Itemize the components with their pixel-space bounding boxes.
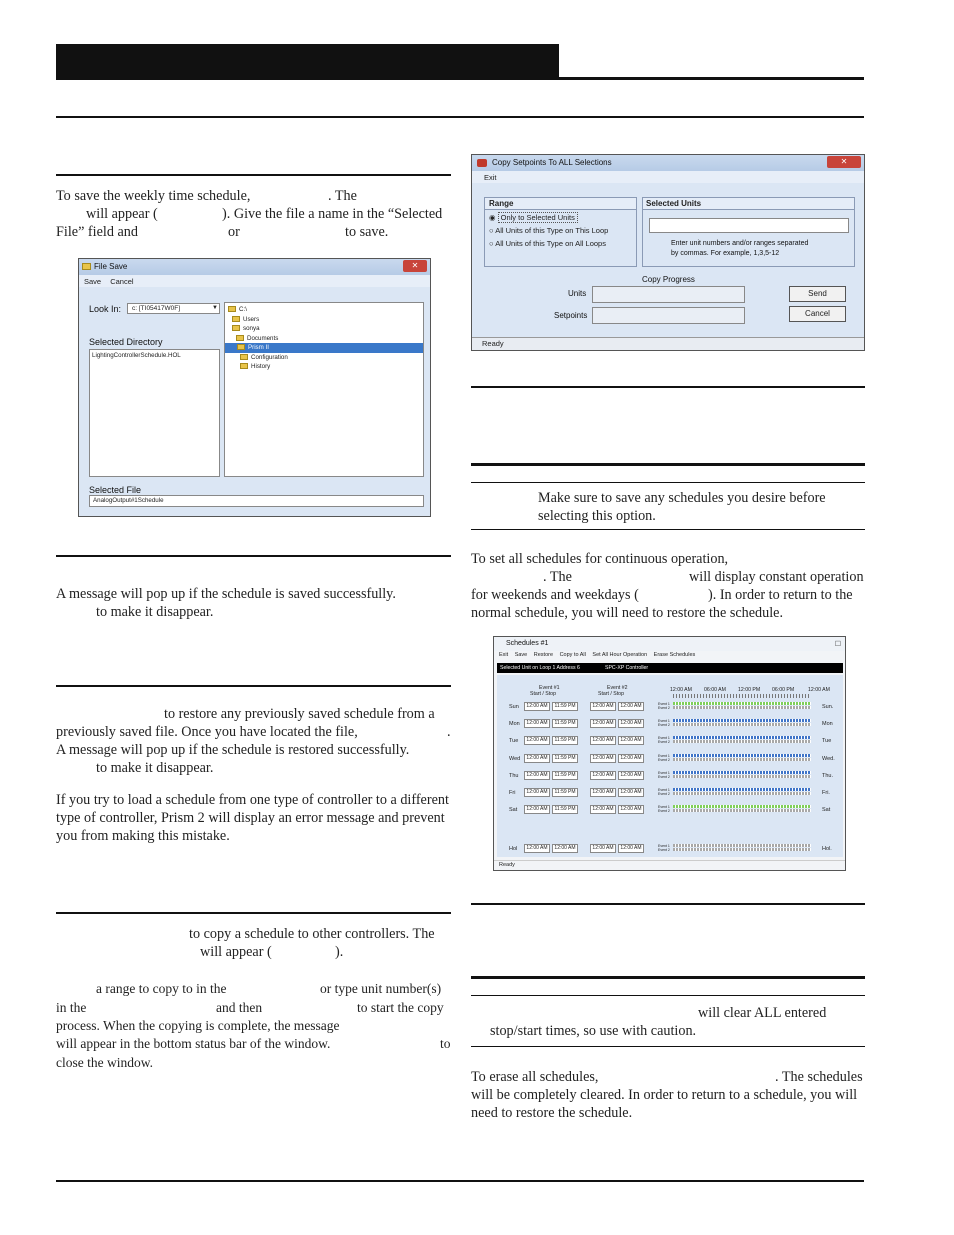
event1-start[interactable]: 12:00 AM <box>524 805 550 814</box>
text: If you try to load a schedule from one type of controller to a different <box>56 792 449 808</box>
day-row <box>497 844 843 856</box>
chevron-down-icon: ▼ <box>212 305 218 311</box>
event2-bar <box>673 792 811 795</box>
event1-start[interactable]: 12:00 AM <box>524 736 550 745</box>
event1-start[interactable]: 12:00 AM <box>524 844 550 853</box>
selected-file-input[interactable] <box>89 495 424 507</box>
range-label: Range <box>489 199 514 208</box>
status-text: Ready <box>482 339 504 348</box>
time-label: 12:00 AM <box>670 687 692 693</box>
schedules-window <box>493 636 846 871</box>
day-right-label: Tue <box>822 738 832 745</box>
footer-rule <box>56 1180 864 1182</box>
section-rule <box>56 685 451 687</box>
day-row <box>497 805 843 817</box>
start-stop-label: Start / Stop <box>530 691 556 697</box>
header-bar <box>56 44 559 80</box>
hint-text: by commas. For example, 1,3,5-12 <box>671 250 780 257</box>
save-paragraph <box>56 187 451 241</box>
event1-label: Event #1 <box>539 685 560 691</box>
tree-item[interactable] <box>228 324 420 334</box>
cancel-label: Cancel <box>805 309 830 318</box>
menu-item[interactable]: Save <box>514 652 528 658</box>
warn-rule <box>471 1046 865 1047</box>
event1-stop[interactable]: 11:59 PM <box>552 788 578 797</box>
erase-paragraph <box>471 1068 866 1122</box>
text: ). <box>335 944 344 961</box>
text: To set all schedules for continuous operation, <box>471 551 729 567</box>
event2-stop[interactable]: 12:00 AM <box>618 736 644 745</box>
schedule-bars <box>673 805 811 813</box>
day-row <box>497 736 843 748</box>
tree-label: History <box>251 363 271 370</box>
time-label: 06:00 AM <box>704 687 726 693</box>
text: a range to copy to in the <box>96 981 227 996</box>
text: . The schedules <box>775 1069 863 1085</box>
close-icon[interactable]: ☐ <box>834 641 841 648</box>
folder-icon <box>240 354 248 360</box>
close-button[interactable]: ✕ <box>827 156 861 168</box>
event2-bar <box>673 723 811 726</box>
text: To save the weekly time schedule, <box>56 188 251 204</box>
menu-exit[interactable]: Exit <box>484 173 497 182</box>
range-option[interactable] <box>485 222 636 235</box>
event-label: Event 1 <box>658 805 670 810</box>
window-title: Schedules #1 <box>506 640 549 647</box>
day-right-label: Wed. <box>822 755 835 762</box>
controller-name: SPC-XP Controller <box>605 665 649 671</box>
menu-item[interactable]: Exit <box>499 652 509 658</box>
status-bar <box>472 337 864 350</box>
folder-tree[interactable] <box>224 302 424 477</box>
text: need to restore the schedule. <box>471 1105 633 1122</box>
section-rule <box>56 912 451 914</box>
day-label: Sun <box>509 704 519 710</box>
event1-stop[interactable]: 11:59 PM <box>552 771 578 780</box>
unit-bar-text: Selected Unit on Loop 1 Address 6 <box>500 665 580 671</box>
text: or <box>228 224 240 240</box>
day-label: Mon <box>509 721 520 728</box>
event1-bar <box>673 719 811 722</box>
menu-item[interactable]: Restore <box>533 652 554 658</box>
event2-bar <box>673 848 811 851</box>
selected-file-label: Selected File <box>89 485 142 495</box>
text: to <box>440 1036 451 1052</box>
text: to save. <box>345 224 389 240</box>
text: Make sure to save any schedules you desire before <box>538 490 826 506</box>
text: . The <box>328 188 357 204</box>
continuous-paragraph <box>471 550 866 622</box>
time-ruler <box>673 694 811 698</box>
tree-label: Documents <box>247 334 279 342</box>
option-label: All Units of this Type on All Loops <box>495 239 606 248</box>
range-header <box>485 198 636 210</box>
tree-item-selected[interactable] <box>225 343 423 353</box>
range-option[interactable] <box>485 235 636 248</box>
event-label: Event 2 <box>658 809 670 814</box>
units-progress <box>592 286 745 303</box>
event2-stop[interactable]: 12:00 AM <box>618 844 644 853</box>
option-label: All Units of this Type on This Loop <box>495 226 609 235</box>
drive-select[interactable] <box>127 303 220 314</box>
event1-bar <box>673 788 811 791</box>
copy-progress-label: Copy Progress <box>642 275 695 284</box>
tree-label: C:\ <box>239 306 247 313</box>
event1-stop[interactable]: 12:00 AM <box>552 844 578 853</box>
event-label: Event 2 <box>658 774 670 779</box>
day-label: Sat <box>509 807 518 814</box>
event2-bar <box>673 706 811 709</box>
event2-start[interactable]: 12:00 AM <box>590 754 616 763</box>
folder-icon <box>228 306 236 312</box>
text: to make it disappear. <box>96 760 214 777</box>
event2-start[interactable]: 12:00 AM <box>590 736 616 745</box>
selected-units-group <box>642 197 855 267</box>
selected-units-input[interactable] <box>649 218 849 233</box>
tree-item[interactable] <box>228 305 420 315</box>
selected-units-label: Selected Units <box>646 199 702 208</box>
event2-bar <box>673 809 811 812</box>
event-label: Event 1 <box>658 736 670 741</box>
text: ). Give the file a name in the “Selected <box>222 206 443 222</box>
schedule-bars <box>673 754 811 762</box>
title-bar <box>494 637 845 651</box>
day-label: Wed <box>509 755 521 762</box>
text: will appear ( <box>200 944 272 961</box>
event2-start[interactable]: 12:00 AM <box>590 771 616 780</box>
text: File” field and <box>56 224 138 240</box>
day-right-label: Sun. <box>822 704 834 710</box>
day-row <box>497 788 843 800</box>
event-label: Event 1 <box>658 770 670 775</box>
note-box <box>538 489 850 525</box>
menu-item[interactable]: Set All Hour Operation <box>592 652 648 658</box>
event2-start[interactable]: 12:00 AM <box>590 788 616 797</box>
text: to make it disappear. <box>96 604 214 621</box>
text: to restore any previously saved schedule from a <box>164 706 435 722</box>
header-subrule <box>56 116 864 118</box>
event-label: Event 2 <box>658 706 670 710</box>
event1-stop[interactable]: 11:59 PM <box>552 702 578 711</box>
setpoints-progress <box>592 307 745 324</box>
event1-bar <box>673 754 811 757</box>
text: close the window. <box>56 1054 153 1070</box>
copy-setpoints-window <box>471 154 865 351</box>
file-save-window <box>78 258 431 517</box>
folder-icon <box>232 325 240 331</box>
event1-start[interactable]: 12:00 AM <box>524 702 550 711</box>
text: will display constant operation <box>689 569 864 586</box>
option-label: Only to Selected Units <box>498 212 578 223</box>
tree-item[interactable] <box>228 315 420 325</box>
save-success-paragraph <box>56 585 451 621</box>
start-stop-label: Start / Stop <box>598 691 624 697</box>
text: ). In order to return to the <box>708 587 853 604</box>
tree-label: Users <box>243 315 260 323</box>
text: normal schedule, you will need to restore the schedule. <box>471 605 784 622</box>
look-in-label: Look In: <box>89 304 122 314</box>
cancel-button[interactable] <box>789 306 846 322</box>
event-label: Event 2 <box>658 723 670 728</box>
event1-start[interactable]: 12:00 AM <box>524 754 550 763</box>
event1-bar <box>673 702 811 705</box>
folder-icon <box>237 344 245 350</box>
event1-start[interactable]: 12:00 AM <box>524 771 550 780</box>
day-right-label: Thu. <box>822 772 834 779</box>
selected-directory-label: Selected Directory <box>89 337 163 347</box>
event-label: Event 2 <box>658 757 670 762</box>
menu-bar <box>79 275 430 287</box>
text: in the <box>56 999 87 1015</box>
text: A message will pop up if the schedule is saved successfully. <box>56 586 396 602</box>
text: to start the copy <box>357 999 444 1015</box>
tree-label: sonya <box>243 325 260 332</box>
folder-icon <box>82 263 91 270</box>
time-label: 12:00 AM <box>808 687 830 693</box>
warn-rule <box>471 995 865 996</box>
event1-stop[interactable]: 11:59 PM <box>552 719 578 728</box>
range-option[interactable] <box>485 210 636 222</box>
event1-start[interactable]: 12:00 AM <box>524 719 550 728</box>
selected-file-value: AnalogOutput#1Schedule <box>93 497 164 504</box>
schedule-bars <box>673 844 811 852</box>
text: selecting this option. <box>538 508 656 525</box>
app-icon <box>477 159 487 167</box>
event2-stop[interactable]: 12:00 AM <box>618 771 644 780</box>
schedule-bars <box>673 702 811 710</box>
tree-item[interactable] <box>228 334 420 344</box>
day-row <box>497 702 843 714</box>
folder-icon <box>236 335 244 341</box>
event1-bar <box>673 844 811 847</box>
event1-stop[interactable]: 11:59 PM <box>552 754 578 763</box>
drive-value: c: [TI05417W0F] <box>132 305 181 312</box>
units-label: Units <box>568 289 587 298</box>
event2-stop[interactable]: 12:00 AM <box>618 702 644 711</box>
day-row <box>497 754 843 766</box>
day-right-label: Mon <box>822 721 833 728</box>
section-rule <box>471 463 865 466</box>
menu-bar <box>494 651 845 661</box>
unit-bar <box>497 663 843 673</box>
event2-stop[interactable]: 12:00 AM <box>618 754 644 763</box>
hint-text: Enter unit numbers and/or ranges separated <box>671 240 809 247</box>
schedule-bars <box>673 719 811 727</box>
note-rule <box>471 529 865 530</box>
time-label: 12:00 PM <box>738 687 761 693</box>
event2-label: Event #2 <box>607 685 628 691</box>
directory-list[interactable] <box>89 349 220 477</box>
event1-stop[interactable]: 11:59 PM <box>552 805 578 814</box>
schedule-bars <box>673 736 811 744</box>
event1-start[interactable]: 12:00 AM <box>524 788 550 797</box>
text: stop/start times, so use with caution. <box>490 1023 697 1040</box>
event-label: Event 2 <box>658 792 670 796</box>
event1-stop[interactable]: 11:59 PM <box>552 736 578 745</box>
close-button[interactable]: ✕ <box>403 260 427 272</box>
event2-start[interactable]: 12:00 AM <box>590 702 616 711</box>
title-bar <box>472 155 864 171</box>
warning-box <box>490 1004 860 1040</box>
schedule-bars <box>673 788 811 796</box>
note-rule <box>471 482 865 483</box>
radio-selected-icon[interactable]: ◉ <box>489 213 496 222</box>
day-right-label: Hol. <box>822 846 832 853</box>
schedule-grid <box>497 675 843 857</box>
radio-icon[interactable]: ○ <box>489 226 494 235</box>
event2-stop[interactable]: 12:00 AM <box>618 805 644 814</box>
event-label: Event 1 <box>658 702 670 706</box>
day-label: Fri <box>509 790 516 796</box>
day-right-label: Sat <box>822 807 831 814</box>
selected-units-header <box>643 198 854 210</box>
tree-item[interactable] <box>228 362 420 372</box>
header-rule <box>559 77 864 80</box>
copy-paragraph <box>56 925 451 961</box>
text: . <box>447 724 451 741</box>
window-title: File Save <box>94 262 128 271</box>
text: . The <box>543 569 572 586</box>
error-paragraph <box>56 791 451 846</box>
text: will appear in the bottom status bar of the window. <box>56 1036 331 1052</box>
event-label: Event 1 <box>658 753 670 758</box>
title-bar <box>79 259 430 275</box>
text: will be completely cleared. In order to return to a schedule, you will <box>471 1087 858 1103</box>
day-right-label: Fri. <box>822 790 830 796</box>
day-label: Thu <box>509 772 519 779</box>
folder-icon <box>240 363 248 369</box>
text: will clear ALL entered <box>698 1005 827 1021</box>
radio-icon[interactable]: ○ <box>489 239 494 248</box>
section-rule <box>56 555 451 557</box>
section-rule <box>471 903 865 905</box>
event-label: Event 2 <box>658 740 670 745</box>
event2-start[interactable]: 12:00 AM <box>590 805 616 814</box>
menu-item[interactable]: Copy to All <box>559 652 586 658</box>
text: process. When the copying is complete, the message <box>56 1018 340 1033</box>
status-bar <box>494 860 845 870</box>
event-label: Event 2 <box>658 848 670 853</box>
event1-bar <box>673 805 811 808</box>
day-label: Tue <box>509 738 519 745</box>
range-group <box>484 197 637 267</box>
folder-icon <box>232 316 240 322</box>
tree-label: Configuration <box>251 353 288 361</box>
text: will appear ( <box>86 206 158 222</box>
event1-bar <box>673 771 811 774</box>
event2-stop[interactable]: 12:00 AM <box>618 788 644 797</box>
menu-save[interactable]: Save <box>84 277 102 286</box>
text: type of controller, Prism 2 will display an error message and prevent <box>56 810 445 827</box>
menu-bar <box>472 171 864 183</box>
event2-stop[interactable]: 12:00 AM <box>618 719 644 728</box>
text: you from making this mistake. <box>56 828 230 845</box>
day-label: Hol <box>509 846 518 853</box>
time-label: 06:00 PM <box>772 687 795 693</box>
menu-cancel[interactable]: Cancel <box>110 277 134 286</box>
text: to copy a schedule to other controllers. The <box>189 926 435 942</box>
section-rule <box>471 976 865 979</box>
text: or type unit number(s) <box>320 981 442 996</box>
section-rule <box>471 386 865 388</box>
tree-item[interactable] <box>228 353 420 363</box>
send-button[interactable] <box>789 286 846 302</box>
schedule-bars <box>673 771 811 779</box>
tree-label: Prism II <box>248 344 269 351</box>
event2-bar <box>673 758 811 761</box>
text: To erase all schedules, <box>471 1069 599 1085</box>
text: and then <box>216 999 263 1015</box>
text: A message will pop up if the schedule is restored successfully. <box>56 742 410 759</box>
event-label: Event 1 <box>658 844 670 849</box>
event2-bar <box>673 775 811 778</box>
event-label: Event 1 <box>658 788 670 792</box>
event2-bar <box>673 740 811 743</box>
section-rule <box>56 174 451 176</box>
window-title: Copy Setpoints To ALL Selections <box>492 158 612 167</box>
day-row <box>497 771 843 783</box>
copy-steps-paragraph <box>56 980 451 1072</box>
directory-file[interactable]: LightingControllerSchedule.HOL <box>92 352 181 359</box>
day-row <box>497 719 843 731</box>
send-label: Send <box>808 289 827 298</box>
event2-start[interactable]: 12:00 AM <box>590 719 616 728</box>
status-text: Ready <box>499 862 515 868</box>
event2-start[interactable]: 12:00 AM <box>590 844 616 853</box>
menu-item[interactable]: Erase Schedules <box>653 652 696 658</box>
event1-bar <box>673 736 811 739</box>
text: previously saved file. Once you have located the file, <box>56 724 358 741</box>
event-label: Event 1 <box>658 719 670 724</box>
restore-paragraph <box>56 705 451 778</box>
setpoints-label: Setpoints <box>554 311 588 320</box>
text: for weekends and weekdays ( <box>471 587 639 604</box>
